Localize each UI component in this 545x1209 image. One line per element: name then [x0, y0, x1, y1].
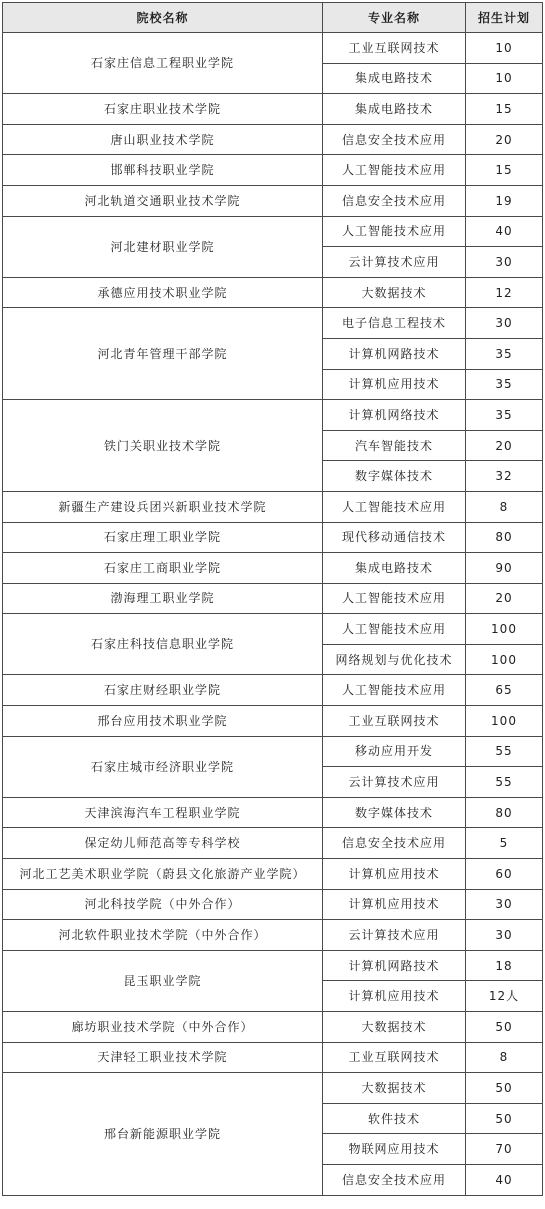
school-name-cell: 邢台新能源职业学院: [3, 1073, 323, 1195]
table-body: [3, 33, 543, 1196]
major-name-cell: 集成电路技术: [323, 94, 466, 125]
table-row: [3, 920, 543, 951]
enrollment-plan-cell: 40: [466, 216, 543, 247]
enrollment-plan-cell: 100: [466, 706, 543, 737]
table-row: [3, 308, 543, 339]
major-name-cell: 人工智能技术应用: [323, 491, 466, 522]
major-name-cell: 数字媒体技术: [323, 797, 466, 828]
school-name-cell: 天津滨海汽车工程职业学院: [3, 797, 323, 828]
enrollment-plan-cell: 80: [466, 522, 543, 553]
major-name-cell: 大数据技术: [323, 277, 466, 308]
major-name-cell: 云计算技术应用: [323, 767, 466, 798]
header-plan: 招生计划: [466, 3, 543, 33]
enrollment-plan-cell: 10: [466, 33, 543, 64]
enrollment-plan-cell: 50: [466, 1012, 543, 1043]
major-name-cell: 电子信息工程技术: [323, 308, 466, 339]
enrollment-plan-cell: 50: [466, 1103, 543, 1134]
major-name-cell: 计算机应用技术: [323, 369, 466, 400]
major-name-cell: 人工智能技术应用: [323, 583, 466, 614]
table-row: [3, 675, 543, 706]
school-name-cell: 河北建材职业学院: [3, 216, 323, 277]
major-name-cell: 信息安全技术应用: [323, 1164, 466, 1195]
table-row: [3, 614, 543, 645]
school-name-cell: 石家庄信息工程职业学院: [3, 33, 323, 94]
school-name-cell: 石家庄城市经济职业学院: [3, 736, 323, 797]
major-name-cell: 网络规划与优化技术: [323, 644, 466, 675]
table-row: [3, 1042, 543, 1073]
table-row: [3, 859, 543, 890]
table-row: [3, 277, 543, 308]
enrollment-plan-cell: 32: [466, 461, 543, 492]
major-name-cell: 集成电路技术: [323, 553, 466, 584]
school-name-cell: 石家庄理工职业学院: [3, 522, 323, 553]
enrollment-plan-cell: 65: [466, 675, 543, 706]
table-row: [3, 33, 543, 64]
school-name-cell: 廊坊职业技术学院（中外合作）: [3, 1012, 323, 1043]
enrollment-plan-cell: 90: [466, 553, 543, 584]
major-name-cell: 信息安全技术应用: [323, 124, 466, 155]
enrollment-plan-cell: 30: [466, 308, 543, 339]
table-row: [3, 583, 543, 614]
table-row: [3, 216, 543, 247]
school-name-cell: 石家庄科技信息职业学院: [3, 614, 323, 675]
major-name-cell: 计算机网路技术: [323, 950, 466, 981]
enrollment-plan-cell: 80: [466, 797, 543, 828]
major-name-cell: 人工智能技术应用: [323, 155, 466, 186]
major-name-cell: 云计算技术应用: [323, 247, 466, 278]
major-name-cell: 软件技术: [323, 1103, 466, 1134]
table-header-row: [3, 3, 543, 33]
major-name-cell: 数字媒体技术: [323, 461, 466, 492]
table-row: [3, 400, 543, 431]
enrollment-plan-cell: 19: [466, 185, 543, 216]
enrollment-plan-table: [2, 2, 543, 1196]
school-name-cell: 渤海理工职业学院: [3, 583, 323, 614]
table-row: [3, 155, 543, 186]
school-name-cell: 新疆生产建设兵团兴新职业技术学院: [3, 491, 323, 522]
table-row: [3, 736, 543, 767]
school-name-cell: 邯郸科技职业学院: [3, 155, 323, 186]
enrollment-plan-cell: 70: [466, 1134, 543, 1165]
enrollment-plan-cell: 35: [466, 338, 543, 369]
major-name-cell: 大数据技术: [323, 1012, 466, 1043]
enrollment-plan-cell: 100: [466, 614, 543, 645]
school-name-cell: 昆玉职业学院: [3, 950, 323, 1011]
table-row: [3, 797, 543, 828]
table-row: [3, 94, 543, 125]
major-name-cell: 计算机网络技术: [323, 400, 466, 431]
major-name-cell: 计算机网路技术: [323, 338, 466, 369]
enrollment-plan-cell: 55: [466, 736, 543, 767]
enrollment-plan-cell: 100: [466, 644, 543, 675]
enrollment-plan-cell: 8: [466, 491, 543, 522]
major-name-cell: 信息安全技术应用: [323, 828, 466, 859]
school-name-cell: 河北工艺美术职业学院（蔚县文化旅游产业学院）: [3, 859, 323, 890]
major-name-cell: 工业互联网技术: [323, 1042, 466, 1073]
table-row: [3, 491, 543, 522]
enrollment-plan-cell: 60: [466, 859, 543, 890]
enrollment-plan-cell: 15: [466, 155, 543, 186]
school-name-cell: 石家庄财经职业学院: [3, 675, 323, 706]
enrollment-plan-cell: 12人: [466, 981, 543, 1012]
major-name-cell: 云计算技术应用: [323, 920, 466, 951]
enrollment-plan-cell: 20: [466, 430, 543, 461]
major-name-cell: 工业互联网技术: [323, 33, 466, 64]
major-name-cell: 人工智能技术应用: [323, 216, 466, 247]
major-name-cell: 物联网应用技术: [323, 1134, 466, 1165]
school-name-cell: 铁门关职业技术学院: [3, 400, 323, 492]
table-row: [3, 522, 543, 553]
enrollment-plan-cell: 30: [466, 247, 543, 278]
major-name-cell: 人工智能技术应用: [323, 614, 466, 645]
major-name-cell: 移动应用开发: [323, 736, 466, 767]
header-school: 院校名称: [3, 3, 323, 33]
school-name-cell: 河北软件职业技术学院（中外合作）: [3, 920, 323, 951]
enrollment-plan-cell: 8: [466, 1042, 543, 1073]
table-row: [3, 185, 543, 216]
school-name-cell: 河北科技学院（中外合作）: [3, 889, 323, 920]
enrollment-plan-cell: 30: [466, 889, 543, 920]
enrollment-plan-cell: 5: [466, 828, 543, 859]
enrollment-plan-cell: 40: [466, 1164, 543, 1195]
school-name-cell: 唐山职业技术学院: [3, 124, 323, 155]
school-name-cell: 河北轨道交通职业技术学院: [3, 185, 323, 216]
enrollment-plan-cell: 12: [466, 277, 543, 308]
school-name-cell: 保定幼儿师范高等专科学校: [3, 828, 323, 859]
enrollment-plan-cell: 20: [466, 124, 543, 155]
school-name-cell: 河北青年管理干部学院: [3, 308, 323, 400]
enrollment-plan-cell: 15: [466, 94, 543, 125]
school-name-cell: 石家庄职业技术学院: [3, 94, 323, 125]
school-name-cell: 邢台应用技术职业学院: [3, 706, 323, 737]
table-row: [3, 706, 543, 737]
major-name-cell: 汽车智能技术: [323, 430, 466, 461]
header-major: 专业名称: [323, 3, 466, 33]
major-name-cell: 工业互联网技术: [323, 706, 466, 737]
enrollment-plan-cell: 35: [466, 400, 543, 431]
table-row: [3, 950, 543, 981]
major-name-cell: 现代移动通信技术: [323, 522, 466, 553]
table-row: [3, 553, 543, 584]
enrollment-plan-cell: 55: [466, 767, 543, 798]
table-row: [3, 889, 543, 920]
enrollment-plan-cell: 30: [466, 920, 543, 951]
enrollment-plan-cell: 20: [466, 583, 543, 614]
major-name-cell: 计算机应用技术: [323, 859, 466, 890]
major-name-cell: 大数据技术: [323, 1073, 466, 1104]
school-name-cell: 石家庄工商职业学院: [3, 553, 323, 584]
enrollment-plan-cell: 18: [466, 950, 543, 981]
table-row: [3, 1012, 543, 1043]
school-name-cell: 天津轻工职业技术学院: [3, 1042, 323, 1073]
major-name-cell: 计算机应用技术: [323, 889, 466, 920]
table-row: [3, 1073, 543, 1104]
major-name-cell: 人工智能技术应用: [323, 675, 466, 706]
table-row: [3, 124, 543, 155]
enrollment-plan-cell: 10: [466, 63, 543, 94]
major-name-cell: 信息安全技术应用: [323, 185, 466, 216]
major-name-cell: 集成电路技术: [323, 63, 466, 94]
table-row: [3, 828, 543, 859]
major-name-cell: 计算机应用技术: [323, 981, 466, 1012]
enrollment-plan-cell: 35: [466, 369, 543, 400]
school-name-cell: 承德应用技术职业学院: [3, 277, 323, 308]
enrollment-plan-cell: 50: [466, 1073, 543, 1104]
